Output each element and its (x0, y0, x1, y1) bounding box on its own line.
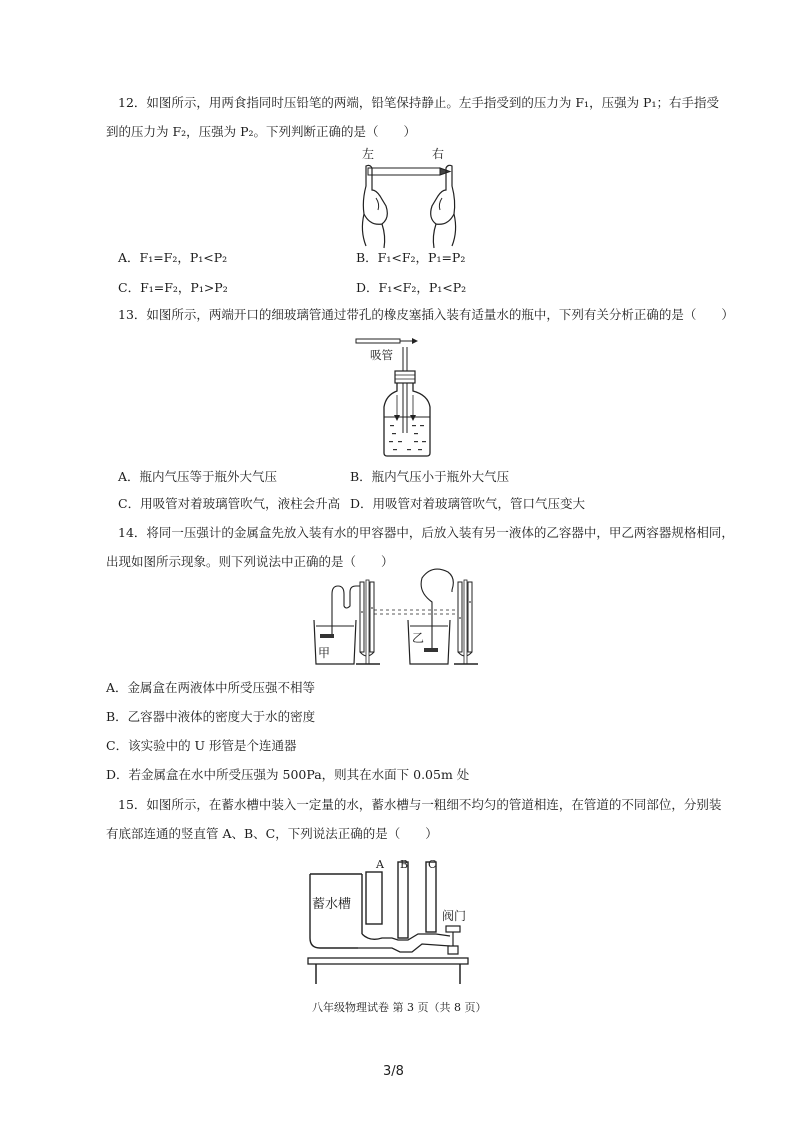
pipe-bottom (358, 944, 450, 952)
q13-bottle-figure (352, 335, 462, 460)
q15-text-line2: 有底部连通的竖直管 A、B、C，下列说法正确的是（ ） (106, 826, 438, 841)
q14-option-a: A．金属盒在两液体中所受压强不相等 (106, 680, 316, 695)
q14-text-line2: 出现如图所示现象。则下列说法中正确的是（ ） (106, 554, 394, 569)
table-top (308, 958, 468, 964)
tube-a-label: A (376, 858, 384, 871)
q15-water-tank-figure (300, 854, 480, 989)
q13-option-d: D．用吸管对着玻璃管吹气，管口气压变大 (350, 496, 586, 511)
q14-pressure-gauge-figure (310, 562, 500, 670)
q12-text-line2: 到的压力为 F₂，压强为 P₂。下列判断正确的是（ ） (106, 124, 417, 139)
tube-a (366, 872, 382, 924)
tank-label: 蓄水槽 (312, 897, 352, 912)
q12-option-d: D．F₁<F₂，P₁<P₂ (356, 280, 467, 295)
q12-option-c: C．F₁=F₂，P₁>P₂ (118, 280, 228, 295)
straw-label: 吸管 (370, 348, 393, 362)
q14-option-c: C．该实验中的 U 形管是个连通器 (106, 738, 297, 753)
q12-option-a: A．F₁=F₂，P₁<P₂ (118, 250, 228, 265)
tube-b-label: B (400, 858, 409, 871)
q13-option-b: B．瓶内气压小于瓶外大气压 (350, 469, 510, 484)
yi-label: 乙 (412, 631, 425, 645)
tube-c-label: C (428, 858, 437, 871)
valve (446, 926, 460, 932)
jia-label: 甲 (318, 646, 331, 660)
rubber-stopper (395, 371, 415, 383)
q12-option-b: B．F₁<F₂，P₁=P₂ (356, 250, 466, 265)
q13-option-a: A．瓶内气压等于瓶外大气压 (118, 469, 278, 484)
straw (356, 339, 400, 343)
fig-left-label: 左 (362, 147, 375, 161)
q14-text-line1: 14．将同一压强计的金属盒先放入装有水的甲容器中，后放入装有另一液体的乙容器中，甲乙两容器规格相同， (118, 525, 734, 540)
q13-option-c: C．用吸管对着玻璃管吹气，液柱会升高 (118, 496, 341, 511)
fig-right-label: 右 (432, 147, 445, 161)
q14-option-d: D．若金属盒在水中所受压强为 500Pa，则其在水面下 0.05m 处 (106, 767, 470, 782)
pencil-tip (440, 168, 450, 175)
q13-text-line1: 13．如图所示，两端开口的细玻璃管通过带孔的橡皮塞插入装有适量水的瓶中，下列有关分析正确的是（ ） (118, 307, 734, 322)
q15-text-line1: 15．如图所示，在蓄水槽中装入一定量的水，蓄水槽与一粗细不均匀的管道相连，在管道的不同部位，分别装 (118, 797, 722, 812)
q12-pencil-figure (340, 146, 470, 256)
pencil-body (368, 168, 440, 175)
tube-b (398, 862, 408, 938)
q12-text-line1: 12．如图所示，用两食指同时压铅笔的两端，铅笔保持静止。左手指受到的压力为 F₁，压强为 P₁；右手指受 (118, 95, 719, 110)
page-number: 3/8 (383, 1064, 404, 1079)
tube-c (426, 862, 436, 932)
q14-option-b: B．乙容器中液体的密度大于水的密度 (106, 709, 316, 724)
page-footer: 八年级物理试卷 第 3 页（共 8 页） (312, 1001, 487, 1014)
valve-label: 阀门 (442, 909, 467, 923)
